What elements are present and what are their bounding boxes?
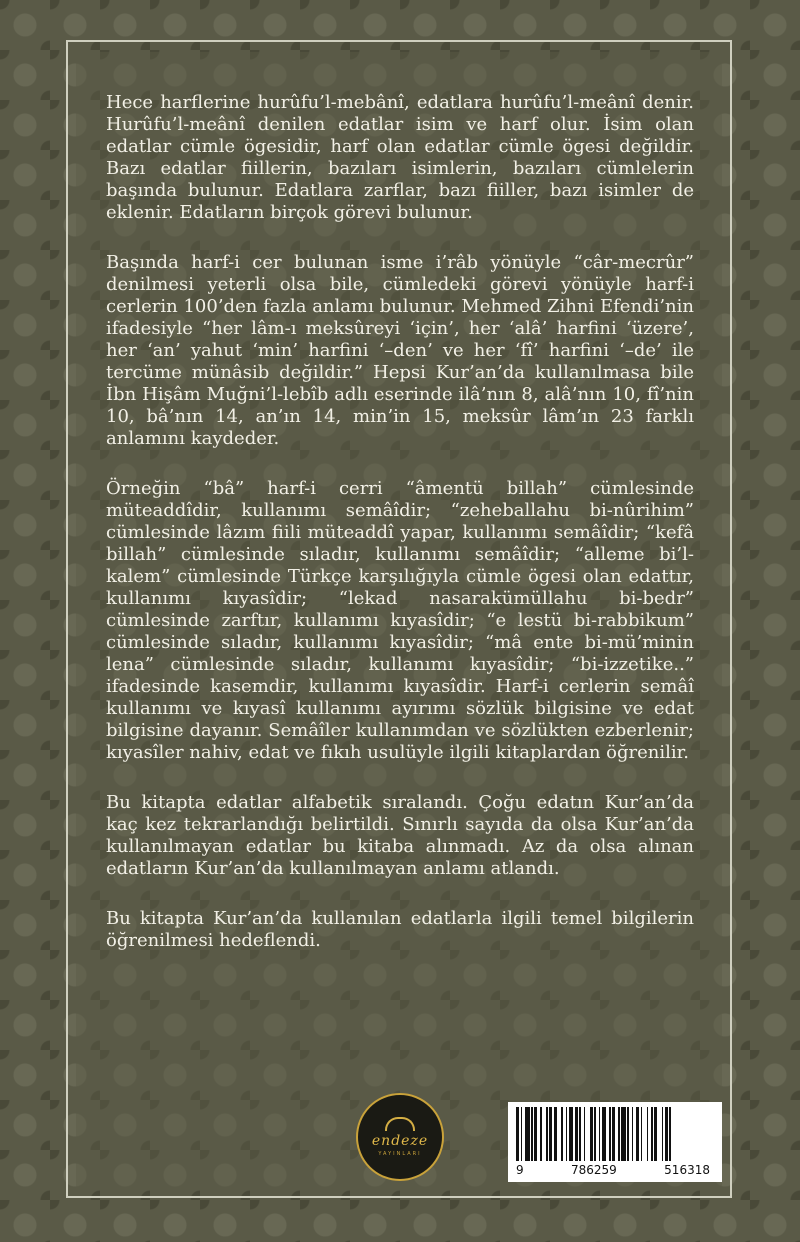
publisher-logo — [356, 1093, 444, 1181]
barcode-digits-group-2: 786259 — [571, 1163, 617, 1177]
blurb-paragraph-5: Bu kitapta Kur’an’da kullanılan edatlarla ilgili temel bilgilerin öğrenilmesi hedeflendi. — [106, 908, 694, 951]
sun-icon — [385, 1117, 415, 1131]
barcode-number — [516, 1163, 714, 1177]
barcode-digits-group-1: 9 — [516, 1163, 524, 1177]
blurb-paragraph-4: Bu kitapta edatlar alfabetik sıralandı. Çoğu edatın Kur’an’da kaç kez tekrarlandığı belirtildi. Sınırlı sayıda da olsa Kur’an’da kullanılmayan edatlar bu kitaba alınmadı. Az da olsa alınan edatların Kur’an’da kullanılmayan anlamı atlandı. — [106, 792, 694, 879]
blurb-paragraph-2: Başında harf-i cer bulunan isme i’râb yönüyle “câr-mecrûr” denilmesi yeterli olsa bile, cümledeki görevi yönüyle harf-i cerlerin 100’den fazla anlamı bulunur. Mehmed Zihni Efendi’nin ifadesiyle “her lâm-ı meksûreyi ‘için’, her ‘alâ’ harfini ‘üzere’, her ‘an’ yahut ‘min’ harfini ‘–den’ ve her ‘fî’ harfini ‘–de’ ile tercüme münâsib değildir.” Hepsi Kur’an’da kullanılmasa bile İbn Hişâm Muğni’l-lebîb adlı eserinde ilâ’nın 8, alâ’nın 10, fî’nin 10, bâ’nın 14, an’ın 14, min’in 15, meksûr lâm’ın 23 farklı anlamını kaydeder. — [106, 252, 694, 449]
blurb-paragraph-1: Hece harflerine hurûfu’l-mebânî, edatlara hurûfu’l-meânî denir. Hurûfu’l-meânî denilen edatlar isim ve harf olur. İsim olan edatlar cümle ögesidir, harf olan edatlar cümle ögesi değildir. Bazı edatlar fiillerin, bazıları isimlerin, bazıları cümlelerin başında bulunur. Edatlara zarflar, bazı fiiller, bazı isimler de eklenir. Edatların birçok görevi bulunur. — [106, 92, 694, 223]
isbn-barcode — [508, 1102, 722, 1182]
publisher-name: endeze — [371, 1133, 429, 1149]
barcode-bars — [516, 1107, 714, 1161]
back-cover-text-panel — [76, 52, 722, 1188]
publisher-subtitle: YAYINLARI — [378, 1151, 422, 1157]
blurb-paragraph-3: Örneğin “bâ” harf-i cerri “âmentü billah” cümlesinde müteaddîdir, kullanımı semâîdir; “zeheballahu bi-nûrihim” cümlesinde lâzım fiili müteaddî yapar, kullanımı semâîdir; “kefâ billah” cümlesinde sıladır, kullanımı semâîdir; “alleme bi’l-kalem” cümlesinde Türkçe karşılığıyla cümle ögesi olan edattır, kullanımı kıyasîdir; “lekad nasarakümüllahu bi-bedr” cümlesinde zarftır, kullanımı kıyasîdir; “e lestü bi-rabbikum” cümlesinde sıladır, kullanımı kıyasîdir; “mâ ente bi-mü’minin lena” cümlesinde sıladır, kullanımı kıyasîdir; “bi-izzetike..” ifadesinde kasemdir, kullanımı kıyasîdir. Harf-i cerlerin semâî kullanımı ve kıyasî kullanımı ayırımı sözlük bilgisine ve edat bilgisine dayanır. Semâîler kullanımdan ve sözlükten ezberlenir; kıyasîler nahiv, edat ve fıkıh usulüyle ilgili kitaplardan öğrenilir. — [106, 478, 694, 763]
barcode-digits-group-3: 516318 — [664, 1163, 710, 1177]
barcode-bar — [671, 1107, 674, 1161]
